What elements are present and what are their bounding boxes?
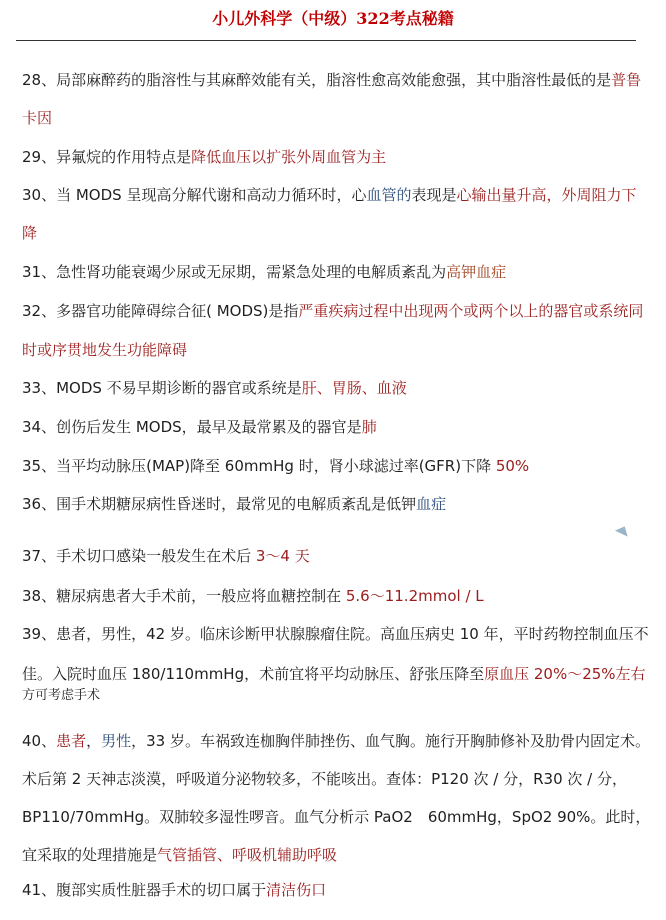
- item-text: 41、腹部实质性脏器手术的切口属于: [22, 881, 267, 899]
- item-text: 佳。入院时血压 180/110mmHg，术前宜将平均动脉压、舒张压降至: [22, 665, 485, 683]
- item-highlight: 降低血压以扩张外周血管为主: [191, 148, 387, 166]
- item-text: 方可考虑手术: [22, 688, 101, 703]
- item-highlight: 50%: [495, 457, 530, 475]
- item-highlight: 心输出量升高，外周阻力下: [456, 186, 637, 204]
- item-highlight: 男性: [101, 732, 132, 750]
- item-highlight: 时或序贯地发生功能障碍: [22, 341, 188, 359]
- item-36: [22, 494, 446, 514]
- item-text: 表现是: [411, 186, 457, 204]
- item-highlight: 卡因: [22, 109, 53, 127]
- item-text: ，: [86, 732, 102, 750]
- item-text: 34、创伤后发生 MODS，最早及最常累及的器官是: [22, 418, 362, 436]
- item-39-line-1: [22, 624, 649, 644]
- page-header-title: 小儿外科学（中级）322考点秘籍: [212, 9, 454, 28]
- item-text: 37、手术切口感染一般发生在术后: [22, 547, 256, 565]
- header-divider: [16, 40, 636, 41]
- item-32-line-2: [22, 340, 187, 360]
- item-highlight: 5.6～11.2mmol / L: [345, 587, 484, 605]
- item-text: 36、围手术期糖尿病性昏迷时，最常见的电解质紊乱是低钾: [22, 495, 417, 513]
- item-text: ，33 岁。车祸致连枷胸伴肺挫伤、血气胸。施行开胸肺修补及肋骨内固定术。: [131, 732, 650, 750]
- item-highlight: 患者: [56, 732, 87, 750]
- item-text: 31、急性肾功能衰竭少尿或无尿期，需紧急处理的电解质紊乱为: [22, 263, 447, 281]
- item-32-line-1: [22, 301, 643, 321]
- item-highlight: 3～4 天: [255, 547, 310, 565]
- item-33: [22, 378, 407, 398]
- item-37: [22, 546, 310, 566]
- item-highlight: 肺: [361, 418, 377, 436]
- item-text: 30、当 MODS 呈现高分解代谢和高动力循环时，心: [22, 186, 367, 204]
- item-highlight: 肝、胃肠、血液: [301, 379, 407, 397]
- item-34: [22, 417, 377, 437]
- item-40-line-4: [22, 845, 337, 865]
- item-38: [22, 586, 484, 606]
- item-highlight: 气管插管、呼吸机辅助呼吸: [157, 846, 338, 864]
- item-31: [22, 262, 506, 282]
- item-41: [22, 880, 326, 900]
- item-highlight: 降: [22, 224, 38, 242]
- item-highlight: 清洁伤口: [266, 881, 327, 899]
- item-text: 33、MODS 不易早期诊断的器官或系统是: [22, 379, 302, 397]
- item-text: 28、局部麻醉药的脂溶性与其麻醉效能有关，脂溶性愈高效能愈强，其中脂溶性最低的是: [22, 71, 612, 89]
- item-40-line-2: [22, 769, 627, 789]
- item-text: 40、: [22, 732, 57, 750]
- item-29: [22, 147, 386, 167]
- item-text: BP110/70mmHg。双肺较多湿性啰音。血气分析示 PaO2 60mmHg，SpO2 90%。此时，: [22, 808, 651, 826]
- item-35: [22, 456, 529, 476]
- item-text: 35、当平均动脉压(MAP)降至 60mmHg 时，肾小球滤过率(GFR)下降: [22, 457, 496, 475]
- item-text: 29、异氟烷的作用特点是: [22, 148, 192, 166]
- item-39-line-2: [22, 664, 646, 684]
- item-28-line-1: [22, 70, 641, 90]
- item-text: 39、患者，男性，42 岁。临床诊断甲状腺腺瘤住院。高血压病史 10 年，平时药物控制血压不: [22, 625, 649, 643]
- item-40-line-3: [22, 807, 650, 827]
- item-highlight: 高钾血症: [446, 263, 507, 281]
- item-30-line-1: [22, 185, 637, 205]
- item-text: 32、多器官功能障碍综合征( MODS)是指: [22, 302, 299, 320]
- item-text: 38、糖尿病患者大手术前，一般应将血糖控制在: [22, 587, 346, 605]
- item-highlight: 普鲁: [611, 71, 642, 89]
- item-40-line-1: [22, 731, 650, 751]
- item-highlight: 血管的: [366, 186, 412, 204]
- item-text: 宜采取的处理措施是: [22, 846, 158, 864]
- item-highlight: 严重疾病过程中出现两个或两个以上的器官或系统同: [298, 302, 644, 320]
- item-highlight: 原血压 20%～25%左右: [484, 665, 646, 683]
- decorative-arrow-icon: [615, 523, 631, 536]
- item-39-line-3: [22, 686, 100, 706]
- item-28-line-2: [22, 108, 52, 128]
- item-highlight: 血症: [416, 495, 447, 513]
- item-30-line-2: [22, 223, 37, 243]
- item-text: 术后第 2 天神志淡漠，呼吸道分泌物较多，不能咳出。查体：P120 次 / 分，R30 次 / 分，: [22, 770, 627, 788]
